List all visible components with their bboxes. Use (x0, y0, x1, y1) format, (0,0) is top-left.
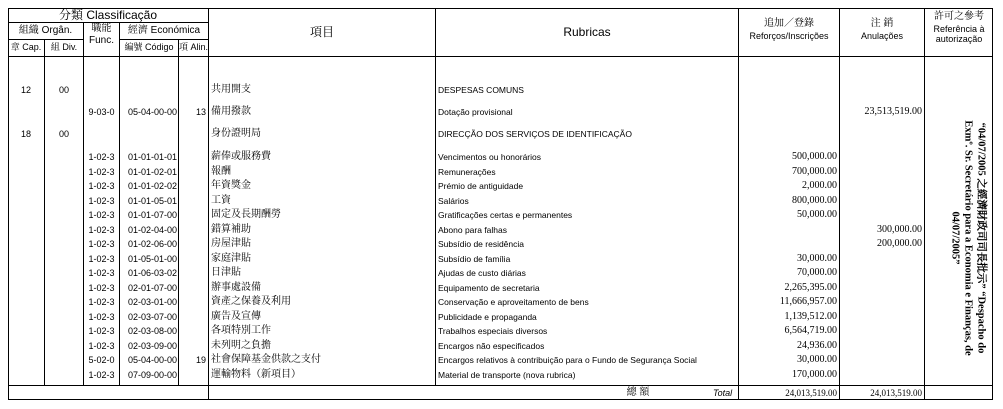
header-classificacao: 分類 Classificação (58, 8, 158, 22)
total-anulacoes: 24,013,519.00 (870, 388, 922, 398)
cell-cap: 18 (20, 129, 31, 139)
cell-rubrica: Dotação provisional (438, 107, 513, 117)
cell-func: 1-02-3 (88, 341, 115, 351)
cell-reforcos: 6,564,719.00 (784, 325, 837, 336)
cell-rubrica: Encargos relativos à contribuição para o Fundo de Segurança Social (438, 355, 697, 365)
authorization-reference (948, 108, 988, 368)
cell-item-zh: 社會保障基金供款之支付 (211, 354, 321, 365)
cell-func: 1-02-3 (88, 196, 115, 206)
cell-func: 1-02-3 (88, 152, 115, 162)
cell-item-zh: 未列明之負擔 (211, 340, 271, 351)
cell-item-zh: 工資 (211, 195, 231, 206)
cell-rubrica: DESPESAS COMUNS (438, 85, 524, 95)
cell-rubrica: Subsídio de residência (438, 239, 525, 249)
cell-rubrica: Vencimentos ou honorários (438, 152, 542, 162)
header-anulacoes-zh: 注 銷 (870, 18, 894, 29)
cell-reforcos: 2,265,395.00 (784, 282, 837, 293)
cell-rubrica: Material de transporte (nova rubrica) (438, 370, 576, 380)
cell-item-zh: 資產之保養及利用 (211, 296, 291, 307)
cell-func: 1-02-3 (88, 254, 115, 264)
cell-item-zh: 錯算補助 (211, 224, 251, 235)
header-economica: 經濟 Económica (127, 25, 201, 36)
cell-alin: 19 (195, 355, 206, 365)
cell-anulacoes: 23,513,519.00 (864, 106, 922, 117)
cell-reforcos: 50,000.00 (797, 209, 837, 220)
header-item-zh: 項目 (309, 25, 334, 39)
header-referencia-zh: 許可之參考 (934, 11, 984, 22)
cell-item-zh: 日津貼 (211, 267, 241, 278)
cell-anulacoes: 200,000.00 (877, 238, 922, 249)
cell-func: 1-02-3 (88, 225, 115, 235)
cell-codigo: 02-03-01-00 (127, 297, 177, 307)
cell-reforcos: 30,000.00 (797, 354, 837, 365)
cell-func: 1-02-3 (88, 312, 115, 322)
cell-rubrica: Prémio de antiguidade (438, 181, 524, 191)
cell-reforcos: 1,139,512.00 (784, 311, 837, 322)
cell-reforcos: 2,000.00 (802, 180, 837, 191)
cell-rubrica: Trabalhos especiais diversos (438, 326, 548, 336)
cell-func: 5-02-0 (88, 355, 115, 365)
cell-rubrica: Salários (438, 196, 469, 206)
cell-codigo: 01-01-02-02 (127, 181, 177, 191)
header-cap: 章 Cap. (10, 42, 42, 52)
cell-func: 1-02-3 (88, 210, 115, 220)
cell-rubrica: Gratificações certas e permanentes (438, 210, 573, 220)
cell-func: 1-02-3 (88, 297, 115, 307)
cell-func: 1-02-3 (88, 239, 115, 249)
header-anulacoes: Anulações (860, 31, 904, 41)
authorization-text: “04/07/2005 之經濟財政司司長批示” “Despacho do Exmº. Sr. Secretário para a Economia e Finanças, de 04/07/2005” (949, 120, 987, 356)
cell-func: 1-02-3 (88, 283, 115, 293)
cell-rubrica: Ajudas de custo diárias (438, 268, 526, 278)
total-reforcos: 24,013,519.00 (785, 388, 837, 398)
cell-reforcos: 11,666,957.00 (779, 296, 837, 307)
cell-reforcos: 700,000.00 (792, 166, 837, 177)
cell-anulacoes: 300,000.00 (877, 224, 922, 235)
cell-codigo: 02-01-07-00 (127, 283, 177, 293)
cell-codigo: 05-04-00-00 (127, 355, 177, 365)
cell-func: 1-02-3 (88, 268, 115, 278)
cell-reforcos: 24,936.00 (797, 340, 837, 351)
cell-codigo: 05-04-00-00 (127, 107, 177, 117)
cell-codigo: 07-09-00-00 (127, 370, 177, 380)
cell-rubrica: Remunerações (438, 167, 496, 177)
cell-div: 00 (58, 85, 69, 95)
total-label-zh: 總 額 (626, 387, 650, 398)
cell-item-zh: 共用開支 (211, 84, 251, 95)
cell-item-zh: 報酬 (211, 166, 231, 177)
cell-codigo: 01-01-05-01 (127, 196, 177, 206)
cell-div: 00 (58, 129, 69, 139)
cell-reforcos: 30,000.00 (797, 253, 837, 264)
cell-codigo: 01-01-07-00 (127, 210, 177, 220)
cell-codigo: 02-03-09-00 (127, 341, 177, 351)
cell-func: 1-02-3 (88, 181, 115, 191)
cell-codigo: 01-05-01-00 (127, 254, 177, 264)
cell-codigo: 02-03-08-00 (127, 326, 177, 336)
cell-item-zh: 廣告及宣傳 (211, 311, 261, 322)
header-div: 組 Div. (50, 42, 78, 52)
header-func: 職能 Func. (88, 23, 114, 46)
cell-item-zh: 固定及長期酬勞 (211, 209, 281, 220)
cell-func: 1-02-3 (88, 326, 115, 336)
cell-func: 1-02-3 (88, 370, 115, 380)
cell-reforcos: 70,000.00 (797, 267, 837, 278)
cell-func: 1-02-3 (88, 167, 115, 177)
cell-item-zh: 各項特別工作 (211, 325, 271, 336)
cell-codigo: 01-02-06-00 (127, 239, 177, 249)
cell-rubrica: Abono para falhas (438, 225, 507, 235)
cell-cap: 12 (20, 85, 31, 95)
cell-item-zh: 家庭津貼 (211, 253, 251, 264)
cell-reforcos: 170,000.00 (792, 369, 837, 380)
cell-codigo: 01-02-04-00 (127, 225, 177, 235)
header-rubricas: Rubricas (563, 25, 611, 39)
header-referencia: Referência à autorização (933, 24, 985, 45)
cell-rubrica: Conservação e aproveitamento de bens (438, 297, 589, 307)
cell-codigo: 01-01-01-01 (127, 152, 177, 162)
cell-item-zh: 身份證明局 (211, 128, 261, 139)
cell-item-zh: 房屋津貼 (211, 238, 251, 249)
header-codigo: 編號 Código (124, 42, 174, 52)
cell-rubrica: DIRECÇÃO DOS SERVIÇOS DE IDENTIFICAÇÃO (438, 129, 632, 139)
cell-rubrica: Publicidade e propaganda (438, 312, 537, 322)
cell-item-zh: 備用撥款 (211, 106, 251, 117)
header-reforcos-zh: 追加／登錄 (764, 18, 814, 29)
cell-reforcos: 800,000.00 (792, 195, 837, 206)
header-reforcos: Reforços/Inscrições (749, 31, 829, 41)
header-alin: 項 Alin. (179, 42, 209, 52)
cell-func: 9-03-0 (88, 107, 115, 117)
cell-reforcos: 500,000.00 (792, 151, 837, 162)
cell-item-zh: 辦事處設備 (211, 282, 261, 293)
budget-table (8, 8, 993, 400)
cell-item-zh: 薪俸或服務費 (211, 151, 271, 162)
cell-alin: 13 (195, 107, 206, 117)
cell-rubrica: Encargos não especificados (438, 341, 545, 351)
cell-rubrica: Equipamento de secretaria (438, 283, 540, 293)
cell-rubrica: Subsídio de família (438, 254, 511, 264)
cell-item-zh: 運輸物料（新項目） (211, 369, 301, 380)
cell-codigo: 01-01-02-01 (127, 167, 177, 177)
cell-codigo: 01-06-03-02 (127, 268, 177, 278)
cell-item-zh: 年資獎金 (211, 180, 251, 191)
cell-codigo: 02-03-07-00 (127, 312, 177, 322)
total-label-pt: Total (713, 388, 733, 398)
header-organ: 組織 Orgân. (18, 25, 73, 36)
